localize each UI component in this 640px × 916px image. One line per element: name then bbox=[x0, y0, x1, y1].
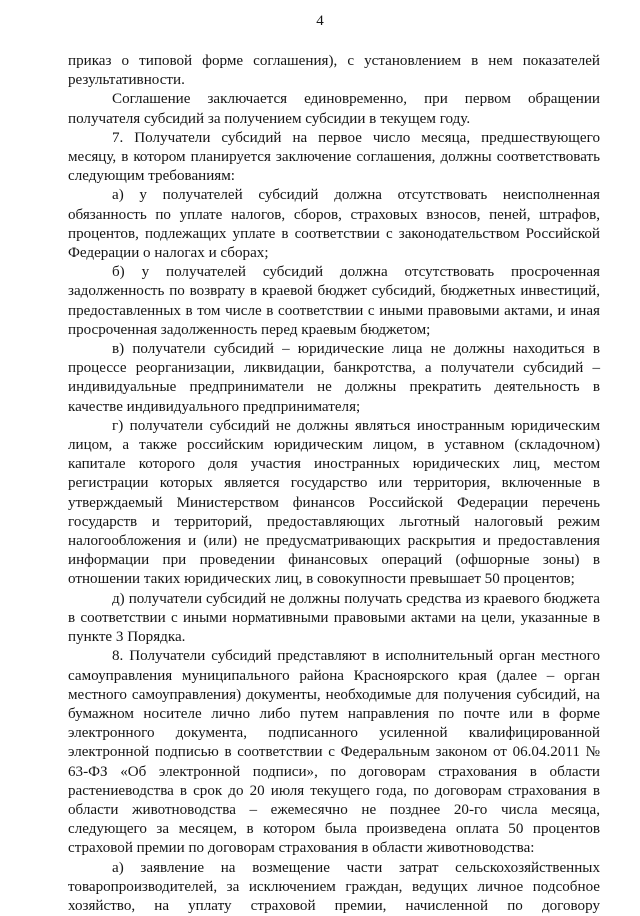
paragraph-item-7b: б) у получателей субсидий должна отсутствовать просроченная задолженность по возврату в краевой бюджет субсидий, бюджетных инвестиций, предоставленных в том числе в соответствии с иными правовыми актами, и иная просроченная задолженность перед краевым бюджетом; bbox=[68, 264, 600, 338]
paragraph-item-7g: г) получатели субсидий не должны являться иностранным юридическим лицом, а также российским юридическим лицом, в уставном (складочном) капитале которого доля участия иностранных юридических лиц, местом регистрации которых является государство или территория, включенные в утверждаемый Министерством финансов Российской Федерации перечень государств и территорий, предоставляющих льготный налоговый режим налогообложения и (или) не предусматривающих раскрытия и предоставления информации при проведении финансовых операций (офшорные зоны) в отношении таких юридических лиц, в совокупности превышает 50 процентов; bbox=[68, 417, 600, 588]
paragraph-continuation: приказ о типовой форме соглашения), с установлением в нем показателей результативности. bbox=[68, 53, 600, 89]
paragraph-item-8: 8. Получатели субсидий представляют в исполнительный орган местного самоуправления муниципального района Красноярского края (далее – орган местного самоуправления) документы, необходимые для получения субсидий, на бумажном носителе лично либо путем направления по почте или в форме электронного документа, подписанного усиленной квалифицированной электронной подписью в соответствии с Федеральным законом от 06.04.2011 № 63-ФЗ «Об электронной подписи», по договорам страхования в области растениеводства в срок до 20 июля текущего года, по договорам страхования в области животноводства – ежемесячно не позднее 20-го числа месяца, следующего за месяцем, в котором была произведена оплата 50 процентов страховой премии по договорам страхования в области животноводства: bbox=[68, 648, 600, 857]
paragraph-item-7d: д) получатели субсидий не должны получать средства из краевого бюджета в соответствии с иными нормативными правовыми актами на цели, указанные в пункте 3 Порядка. bbox=[68, 590, 600, 646]
page-number: 4 bbox=[316, 13, 324, 29]
paragraph-item-7: 7. Получатели субсидий на первое число месяца, предшествующего месяцу, в котором планируется заключение соглашения, должны соответствовать следующим требованиям: bbox=[68, 129, 600, 185]
paragraph-agreement: Соглашение заключается единовременно, при первом обращении получателя субсидий за получением субсидии в текущем году. bbox=[68, 91, 600, 127]
paragraph-item-8a: а) заявление на возмещение части затрат сельскохозяйственных товаропроизводителей, за исключением граждан, ведущих личное подсобное хозяйство, на уплату страховой премии, начисленной по договору bbox=[68, 859, 600, 914]
document-body bbox=[68, 52, 600, 916]
paragraph-item-7a: а) у получателей субсидий должна отсутствовать неисполненная обязанность по уплате налогов, сборов, страховых взносов, пеней, штрафов, процентов, подлежащих уплате в соответствии с законодательством Российской Федерации о налогах и сборах; bbox=[68, 187, 600, 262]
paragraph-item-7v: в) получатели субсидий – юридические лица не должны находиться в процессе реорганизации, ликвидации, банкротства, а получатели субсидий – индивидуальные предприниматели не должны прекратить деятельность в качестве индивидуального предпринимателя; bbox=[68, 341, 600, 415]
